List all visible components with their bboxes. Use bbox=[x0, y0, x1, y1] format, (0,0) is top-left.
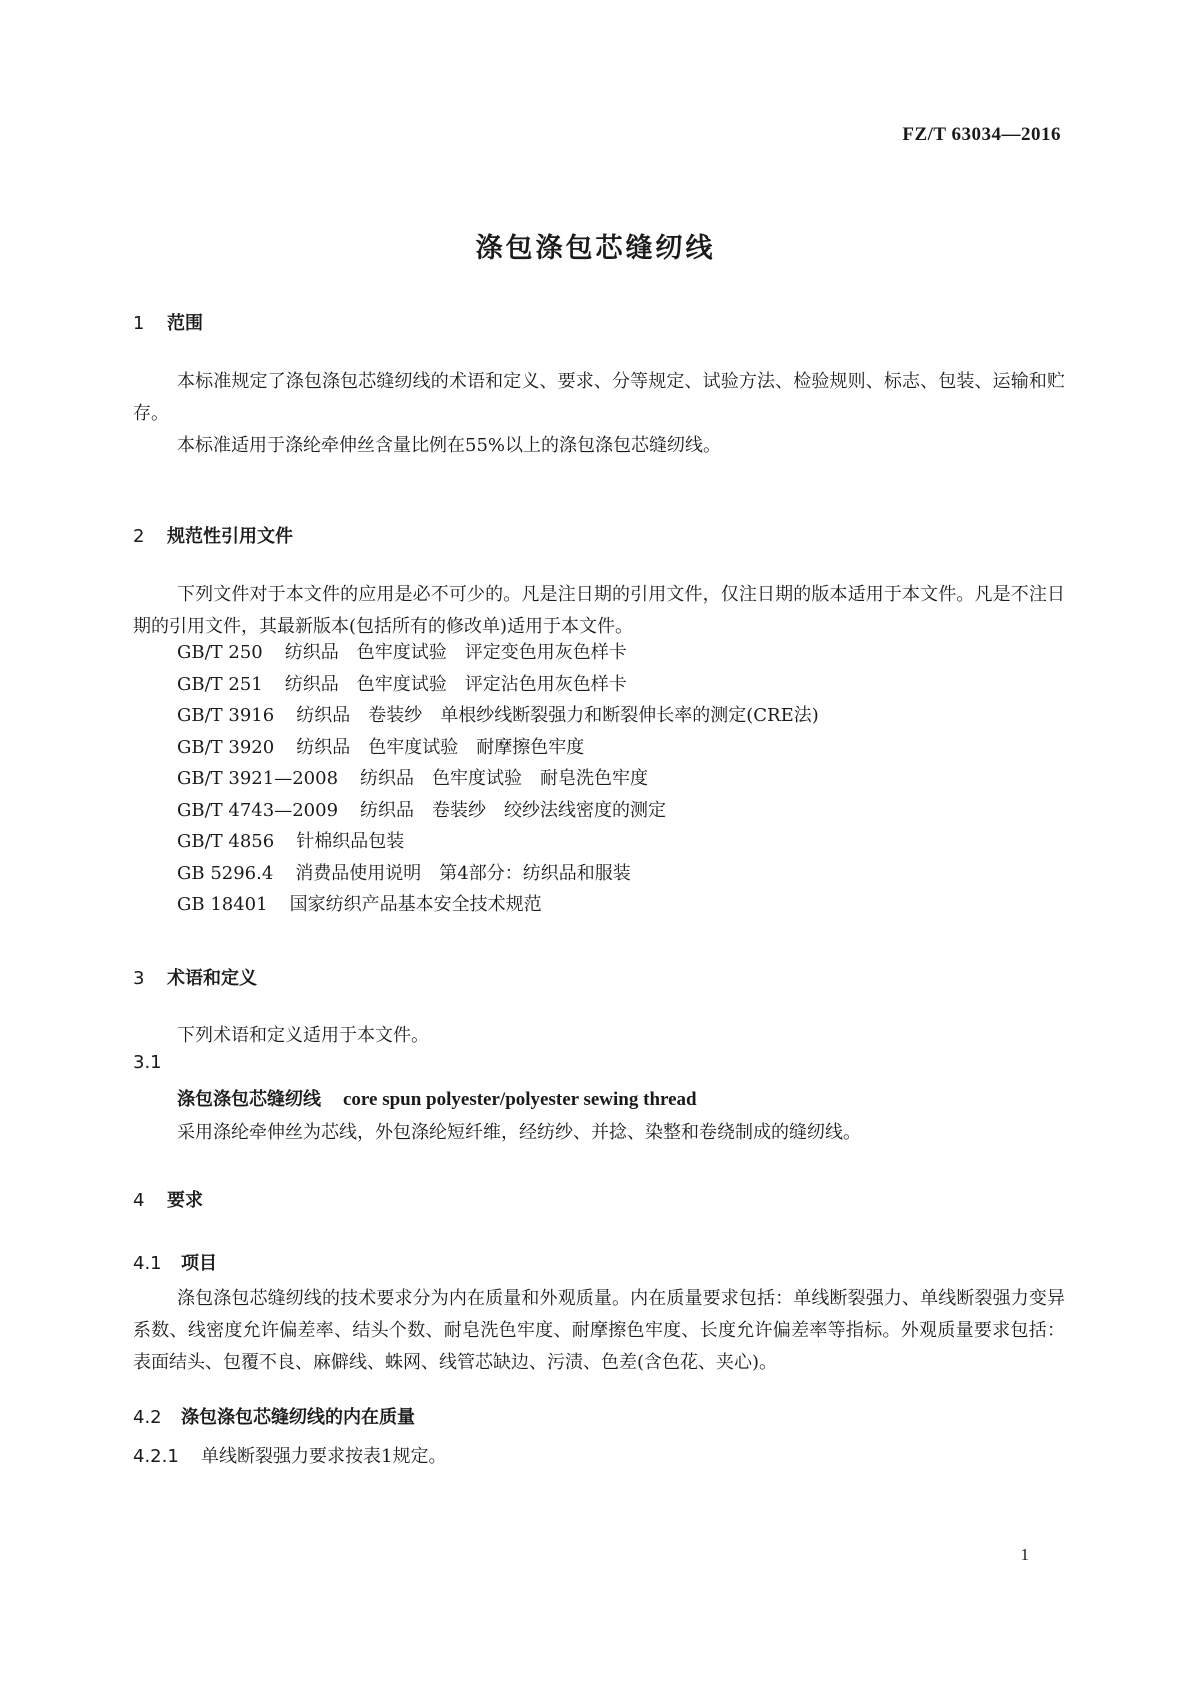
reference-item bbox=[177, 795, 819, 827]
reference-item bbox=[177, 732, 819, 764]
reference-title: 纺织品 色牢度试验 耐摩擦色牢度 bbox=[296, 736, 585, 758]
normative-intro: 下列文件对于本文件的应用是必不可少的。凡是注日期的引用文件，仅注日期的版本适用于本文件。凡是不注日期的引用文件，其最新版本(包括所有的修改单)适用于本文件。 bbox=[133, 584, 1065, 637]
clause-4-2-heading bbox=[133, 1403, 415, 1429]
reference-item bbox=[177, 889, 819, 921]
section-title: 术语和定义 bbox=[167, 968, 257, 989]
term-entry bbox=[177, 1085, 697, 1111]
clause-number: 4.2 bbox=[133, 1407, 162, 1428]
section-title: 要求 bbox=[167, 1190, 203, 1211]
term-number: 3.1 bbox=[133, 1052, 162, 1073]
section-1-heading bbox=[133, 309, 203, 335]
clause-number: 4.1 bbox=[133, 1253, 162, 1274]
reference-item bbox=[177, 637, 819, 669]
reference-code: GB/T 251 bbox=[177, 673, 263, 695]
section-number: 3 bbox=[133, 968, 145, 989]
reference-code: GB 18401 bbox=[177, 894, 268, 915]
reference-title: 消费品使用说明 第4部分：纺织品和服装 bbox=[295, 862, 631, 884]
reference-code: GB/T 250 bbox=[177, 642, 263, 663]
document-title: 涤包涤包芯缝纫线 bbox=[475, 233, 716, 264]
reference-item bbox=[177, 826, 819, 858]
reference-code: GB/T 4856 bbox=[177, 831, 275, 852]
reference-item bbox=[177, 669, 819, 701]
reference-title: 国家纺织产品基本安全技术规范 bbox=[289, 894, 542, 915]
section-3-heading bbox=[133, 964, 257, 990]
clause-title: 项目 bbox=[181, 1253, 217, 1274]
reference-code: GB/T 4743—2009 bbox=[177, 799, 339, 821]
section-title: 规范性引用文件 bbox=[167, 526, 293, 547]
reference-title: 纺织品 色牢度试验 评定变色用灰色样卡 bbox=[284, 642, 627, 663]
reference-item bbox=[177, 700, 819, 732]
term-english: core spun polyester/polyester sewing thread bbox=[343, 1089, 697, 1110]
clause-number: 4.2.1 bbox=[133, 1446, 179, 1467]
terms-intro: 下列术语和定义适用于本文件。 bbox=[177, 1025, 429, 1046]
reference-title: 针棉织品包装 bbox=[296, 831, 405, 852]
clause-text: 单线断裂强力要求按表1规定。 bbox=[201, 1446, 447, 1467]
scope-paragraph-2: 本标准适用于涤纶牵伸丝含量比例在55%以上的涤包涤包芯缝纫线。 bbox=[177, 435, 722, 456]
section-number: 4 bbox=[133, 1190, 145, 1211]
standard-code: FZ/T 63034—2016 bbox=[902, 124, 1061, 145]
reference-code: GB/T 3921—2008 bbox=[177, 768, 339, 789]
section-number: 2 bbox=[133, 526, 145, 547]
reference-list bbox=[177, 637, 819, 921]
scope-paragraph-1: 本标准规定了涤包涤包芯缝纫线的术语和定义、要求、分等规定、试验方法、检验规则、标志、包装、运输和贮存。 bbox=[133, 371, 1065, 424]
reference-title: 纺织品 色牢度试验 耐皂洗色牢度 bbox=[360, 768, 649, 789]
page-number: 1 bbox=[1020, 1545, 1029, 1564]
section-number: 1 bbox=[133, 313, 145, 334]
reference-item bbox=[177, 763, 819, 795]
section-4-heading bbox=[133, 1186, 203, 1212]
reference-title: 纺织品 卷装纱 单根纱线断裂强力和断裂伸长率的测定(CRE法) bbox=[296, 705, 819, 726]
reference-code: GB/T 3920 bbox=[177, 736, 275, 758]
clause-4-2-1 bbox=[133, 1442, 446, 1468]
clause-4-1-heading bbox=[133, 1249, 217, 1275]
section-2-heading bbox=[133, 522, 293, 548]
clause-title: 涤包涤包芯缝纫线的内在质量 bbox=[181, 1407, 415, 1428]
term-definition: 采用涤纶牵伸丝为芯线，外包涤纶短纤维，经纺纱、并捻、染整和卷绕制成的缝纫线。 bbox=[177, 1122, 861, 1143]
reference-title: 纺织品 卷装纱 绞纱法线密度的测定 bbox=[360, 799, 667, 821]
reference-code: GB/T 3916 bbox=[177, 705, 275, 726]
term-chinese: 涤包涤包芯缝纫线 bbox=[177, 1089, 321, 1110]
reference-code: GB 5296.4 bbox=[177, 862, 274, 884]
reference-item bbox=[177, 858, 819, 890]
requirements-items-text: 涤包涤包芯缝纫线的技术要求分为内在质量和外观质量。内在质量要求包括：单线断裂强力、单线断裂强力变异系数、线密度允许偏差率、结头个数、耐皂洗色牢度、耐摩擦色牢度、长度允许偏差率等指标。外观质量要求包括：表面结头、包覆不良、麻僻线、蛛网、线管芯缺边、污渍、色差(含色花、夹心)。 bbox=[133, 1288, 1065, 1373]
reference-title: 纺织品 色牢度试验 评定沾色用灰色样卡 bbox=[284, 673, 627, 695]
section-title: 范围 bbox=[167, 313, 203, 334]
